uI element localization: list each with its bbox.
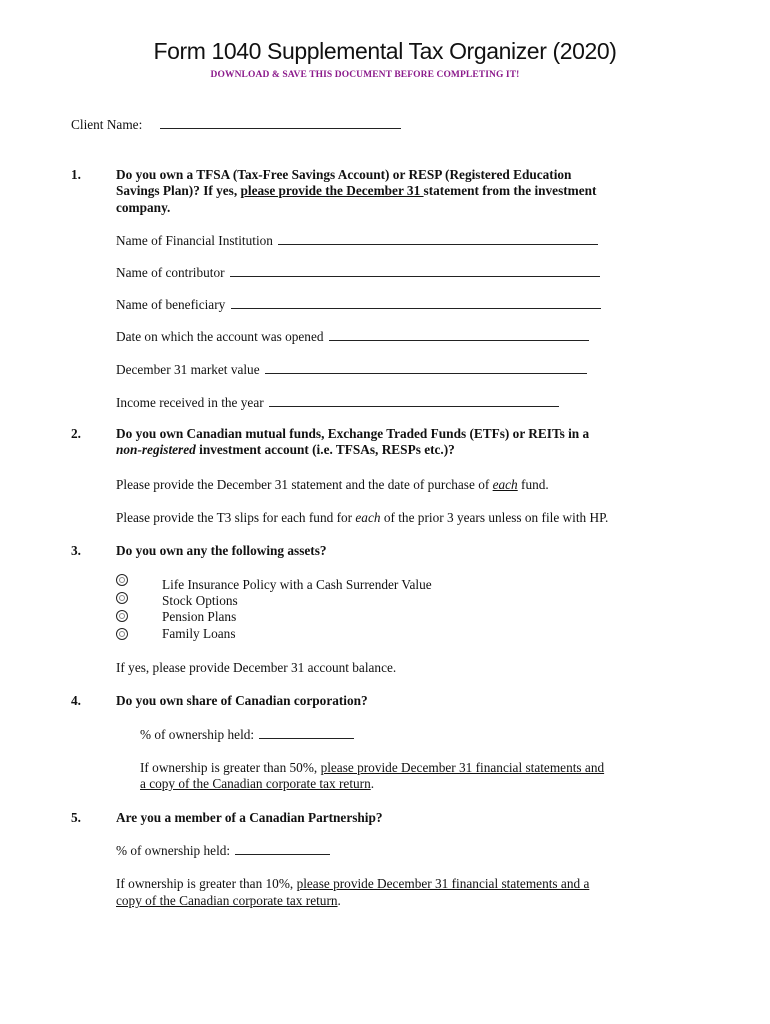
page-subtitle: DOWNLOAD & SAVE THIS DOCUMENT BEFORE COMPLETING IT! <box>210 70 520 80</box>
question-5-ownership <box>116 843 330 859</box>
question-4-ownership <box>140 727 354 743</box>
field-income <box>116 395 559 411</box>
page-title: Form 1040 Supplemental Tax Organizer (2020) <box>153 38 617 64</box>
question-4-text: Do you own share of Canadian corporation? <box>116 693 368 708</box>
field-contributor-input[interactable] <box>230 265 600 277</box>
question-1-underlined: please provide the December 31 <box>240 183 424 198</box>
q5-p-end: . <box>337 893 341 908</box>
radio-option-2[interactable] <box>116 592 128 604</box>
client-name-label: Client Name: <box>71 117 143 132</box>
q4-p-underlined-1: please provide December 31 financial statements and <box>320 760 605 775</box>
q4-p-end: . <box>370 776 375 791</box>
field-market-value <box>116 362 587 378</box>
field-opened-input[interactable] <box>329 329 589 341</box>
q2-p2-emphasis: each <box>355 510 381 525</box>
question-1-line-2 <box>116 183 596 199</box>
question-4-number: 4. <box>71 693 81 708</box>
question-3-note: If yes, please provide December 31 account balance. <box>116 660 397 675</box>
question-1-line-3: company. <box>116 200 171 215</box>
question-3-text: Do you own any the following assets? <box>116 543 327 558</box>
question-5-number: 5. <box>71 810 81 825</box>
q5-ownership-input[interactable] <box>235 843 330 855</box>
q4-ownership-input[interactable] <box>259 727 354 739</box>
option-label-1: Life Insurance Policy with a Cash Surrender Value <box>162 577 432 592</box>
field-income-label: Income received in the year <box>116 395 264 410</box>
field-beneficiary-input[interactable] <box>231 297 601 309</box>
question-3-number: 3. <box>71 543 81 558</box>
field-beneficiary-label: Name of beneficiary <box>116 297 226 312</box>
q2-p1-text: Please provide the December 31 statement and the date of purchase of <box>116 477 493 492</box>
question-2-paragraph-1 <box>116 477 549 493</box>
question-5-text: Are you a member of a Canadian Partnership? <box>116 810 383 825</box>
field-institution-label: Name of Financial Institution <box>116 233 273 248</box>
radio-option-1[interactable] <box>116 574 128 586</box>
question-1-number: 1. <box>71 167 81 182</box>
q2-p1-end: fund. <box>517 477 549 492</box>
client-name-row <box>71 117 401 133</box>
q5-p-text: If ownership is greater than 10%, <box>116 876 297 891</box>
field-contributor <box>116 265 600 281</box>
question-2-italic: non-registered <box>116 442 196 457</box>
field-opened <box>116 329 589 345</box>
question-1-line-1: Do you own a TFSA (Tax-Free Savings Account) or RESP (Registered Education <box>116 167 572 182</box>
q5-p-underlined-1: please provide December 31 financial statements and a <box>296 876 590 891</box>
question-2-line-2 <box>116 442 455 458</box>
q5-ownership-label: % of ownership held: <box>116 843 231 858</box>
field-opened-label: Date on which the account was opened <box>116 329 324 344</box>
q5-p-underlined-2: copy of the Canadian corporate tax return <box>116 893 338 908</box>
q2-p1-emphasis: each <box>492 477 518 492</box>
question-4-paragraph-line-1 <box>140 760 604 776</box>
q2-p2-text: Please provide the T3 slips for each fund for <box>116 510 356 525</box>
radio-option-4[interactable] <box>116 628 128 640</box>
field-institution <box>116 233 598 249</box>
q4-p-underlined-2: a copy of the Canadian corporate tax return <box>140 776 371 791</box>
question-4-paragraph-line-2 <box>140 776 374 792</box>
question-1-text: Savings Plan)? If yes, <box>116 183 241 198</box>
q4-p-text: If ownership is greater than 50%, <box>140 760 321 775</box>
field-market-value-label: December 31 market value <box>116 362 260 377</box>
option-label-4: Family Loans <box>162 626 236 641</box>
field-market-value-input[interactable] <box>265 362 587 374</box>
option-label-3: Pension Plans <box>162 609 237 624</box>
field-beneficiary <box>116 297 601 313</box>
question-2-paragraph-2 <box>116 510 608 526</box>
q4-ownership-label: % of ownership held: <box>140 727 255 742</box>
field-contributor-label: Name of contributor <box>116 265 225 280</box>
option-label-2: Stock Options <box>162 593 238 608</box>
question-1-text-end: statement from the investment <box>423 183 597 198</box>
field-income-input[interactable] <box>269 395 559 407</box>
field-institution-input[interactable] <box>278 233 598 245</box>
question-2-number: 2. <box>71 426 81 441</box>
client-name-field[interactable] <box>160 117 401 129</box>
q2-p2-end: of the prior 3 years unless on file with HP. <box>380 510 609 525</box>
question-5-paragraph-line-2 <box>116 893 341 909</box>
question-2-line-1: Do you own Canadian mutual funds, Exchange Traded Funds (ETFs) or REITs in a <box>116 426 590 441</box>
question-5-paragraph-line-1 <box>116 876 589 892</box>
radio-option-3[interactable] <box>116 610 128 622</box>
question-2-text: investment account (i.e. TFSAs, RESPs etc.)? <box>195 442 455 457</box>
